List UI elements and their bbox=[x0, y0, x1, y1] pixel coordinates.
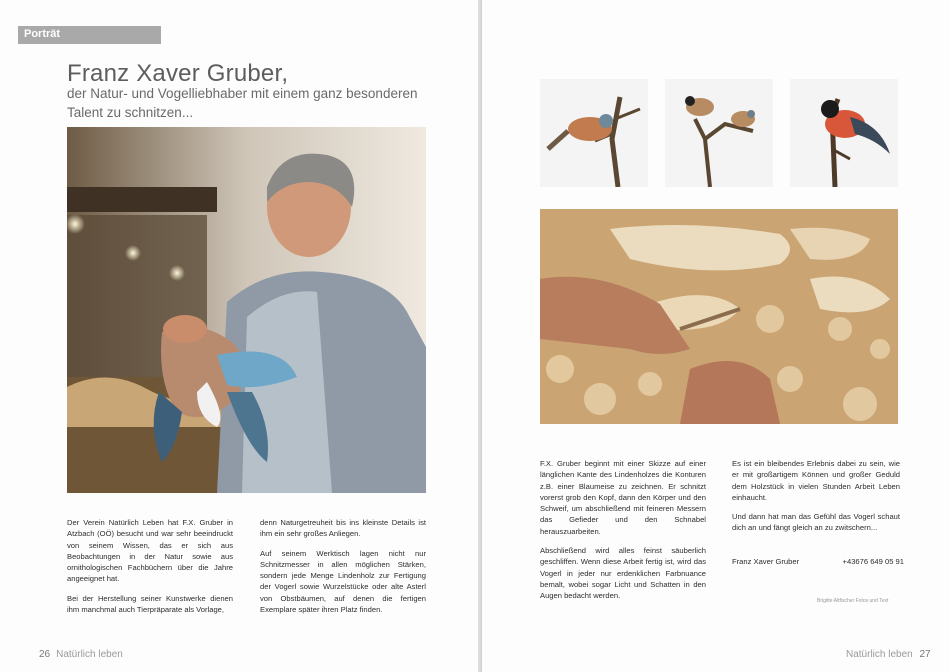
page-number: 27 bbox=[919, 649, 931, 660]
magazine-name: Natürlich leben bbox=[846, 649, 913, 660]
right-column-1 bbox=[540, 458, 706, 610]
contact-name: Franz Xaver Gruber bbox=[732, 557, 800, 566]
right-folio bbox=[846, 649, 931, 660]
paragraph: F.X. Gruber beginnt mit einer Skizze auf einer länglichen Kante des Lindenholzes die Konturen z.B. einer Blaumeise zu zeichnen. Er schnitzt vorerst grob den Kopf, dann den Körper und den Schweif, um abschließend mit feineren Messern das Gefieder und den Schnabel herauszuarbeiten. bbox=[540, 459, 706, 536]
bird-photo-1 bbox=[540, 79, 648, 187]
contact-line bbox=[732, 557, 904, 566]
paragraph: Bei der Herstellung seiner Kunstwerke dienen ihm manchmal auch Tierpräparate als Vorlage, bbox=[67, 593, 233, 615]
paragraph: Und dann hat man das Gefühl das Vogerl schaut dich an und fängt gleich an zu zwitschern... bbox=[732, 512, 900, 533]
right-column-2 bbox=[732, 458, 900, 542]
paragraph: Der Verein Natürlich Leben hat F.X. Gruber in Atzbach (OÖ) besucht und war sehr beeindruckt von seinem Wissen, das er sich aus Beobachtungen in der Natur sowie aus ornithologischen Fachbüchern über die Jahre angeeignet hat. bbox=[67, 518, 233, 584]
paragraph: denn Naturgetreuheit bis ins kleinste Details ist ihm ein sehr großes Anliegen. bbox=[260, 518, 426, 539]
portrait-photo bbox=[67, 127, 426, 493]
page-number: 26 bbox=[39, 649, 51, 660]
paragraph: Abschließend wird alles feinst säuberlich geschliffen. Wenn diese Arbeit fertig ist, wird das Vogerl in jeder nur erdenklichen Farbnuance bemalt, wobei sogar Licht und Schatten in den Augen bedacht werden. bbox=[540, 546, 706, 601]
bird-photo-2 bbox=[665, 79, 773, 187]
paragraph: Auf seinem Werktisch lagen nicht nur Schnitzmesser in allen möglichen Stärken, sondern jede Menge Lindenholz zur Fertigung der Vogerl sowie Wurzelstücke oder alte Asterl von Obstbäumen, auf denen die fertigen Exemplare später ihren Platz finden. bbox=[260, 548, 426, 615]
section-tag bbox=[18, 26, 161, 44]
article-title: Franz Xaver Gruber, bbox=[67, 60, 289, 87]
left-column-2 bbox=[260, 517, 426, 623]
left-column-1 bbox=[67, 517, 233, 623]
bird-photo-3 bbox=[790, 79, 898, 187]
section-tag-label: Porträt bbox=[24, 28, 61, 40]
article-subtitle: der Natur- und Vogelliebhaber mit einem ganz besonderen Talent zu schnitzen... bbox=[67, 86, 418, 120]
magazine-name: Natürlich leben bbox=[56, 649, 123, 660]
left-folio bbox=[39, 649, 123, 660]
contact-phone: +43676 649 05 91 bbox=[842, 557, 904, 566]
carving-photo bbox=[540, 209, 898, 424]
photo-credit: Brigitte Altfischer Fotos und Text bbox=[817, 598, 889, 604]
paragraph: Es ist ein bleibendes Erlebnis dabei zu sein, wie er mit großartigem Können und großer Geduld dem Holzstück in vielen Stunden Arbeit Leben einhaucht. bbox=[732, 459, 900, 502]
right-page bbox=[482, 0, 950, 672]
